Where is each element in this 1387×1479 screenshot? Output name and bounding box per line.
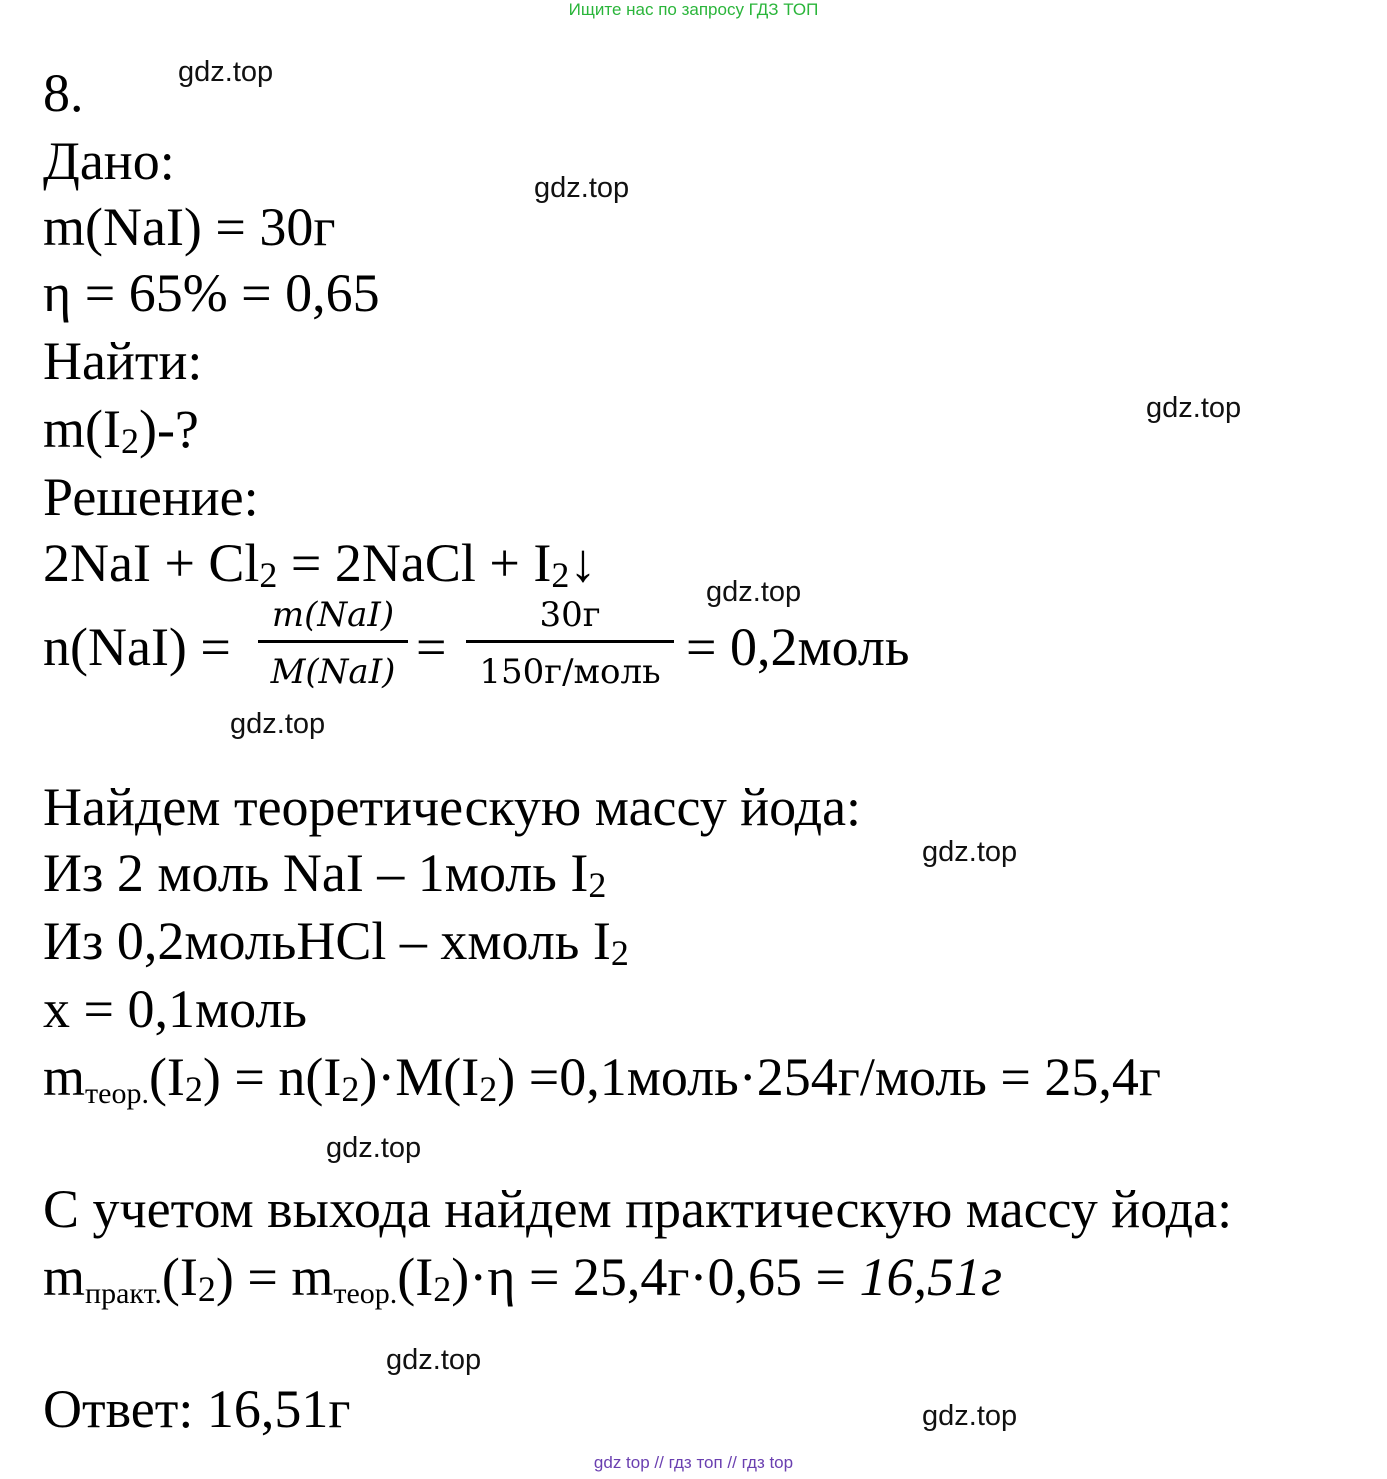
watermark: gdz.top [534,172,630,204]
practical-result: 16,51г [859,1247,1003,1307]
moles-lhs: n(NaI) = [43,617,231,677]
theoretical-mass: mтеор.(I2) = n(I2)·M(I2) =0,1моль·254г/моль = 25,4г [43,1047,1162,1110]
fraction-numerator: 30г [539,595,601,635]
fraction-values [466,595,674,692]
problem-number: 8. [43,63,84,123]
theoretical-title: Найдем теоретическую массу йода: [43,777,862,837]
given-label: Дано: [43,131,175,191]
watermark: gdz.top [178,56,274,88]
bottom-banner[interactable]: gdz top // гдз топ // гдз top [593,1453,794,1472]
watermark: gdz.top [706,576,802,608]
fraction-denominator: 150г/моль [479,652,661,692]
watermark: gdz.top [922,836,1018,868]
fraction-denominator: M(NaI) [270,652,396,692]
watermark: gdz.top [922,1400,1018,1432]
practical-title: С учетом выхода найдем практическую массу йода: [43,1179,1233,1239]
practical-mass: mпракт.(I2) = mтеор.(I2)·η = 25,4г·0,65 = 16,51г [43,1247,1003,1310]
watermark: gdz.top [230,708,326,740]
fraction-numerator: m(NaI) [271,595,395,635]
fraction-formula [258,595,408,692]
find-target: m(I2)-? [43,399,199,461]
solution-label: Решение: [43,467,259,527]
given-eta: η = 65% = 0,65 [43,263,380,323]
ratio-line-1: Из 2 моль NaI – 1моль I2 [43,843,607,905]
answer: Ответ: 16,51г [43,1379,351,1439]
ratio-line-2: Из 0,2мольHCl – xмоль I2 [43,911,629,973]
watermark: gdz.top [1146,392,1242,424]
watermark: gdz.top [326,1132,422,1164]
watermark: gdz.top [386,1344,482,1376]
find-label: Найти: [43,331,203,391]
moles-rhs: = 0,2моль [686,617,910,677]
x-value: x = 0,1моль [43,979,307,1039]
reaction-equation: 2NaI + Cl2 = 2NaCl + I2↓ [43,533,597,595]
given-mass: m(NaI) = 30г [43,197,336,257]
equals-sign: = [416,617,447,677]
top-banner[interactable]: Ищите нас по запросу ГДЗ ТОП [568,0,819,19]
